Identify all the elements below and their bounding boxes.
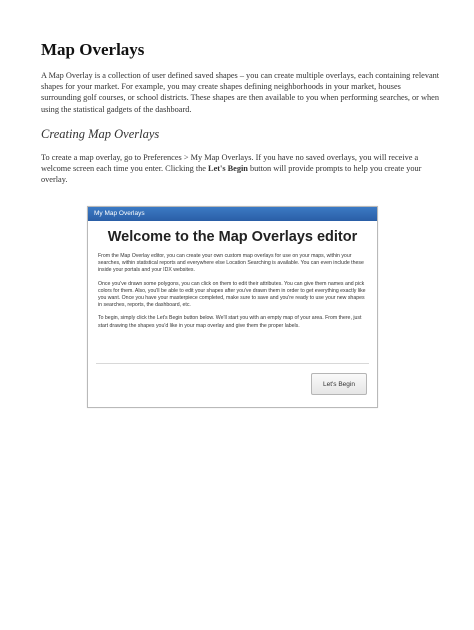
welcome-paragraph: To begin, simply click the Let's Begin button below. We'll start you with an empty map of your area. From there, just start drawing the shapes you'd like in your map overlay and give them the proper labels. — [98, 315, 362, 329]
editor-screenshot — [87, 206, 378, 408]
lets-begin-bold-text: Let's Begin — [208, 164, 248, 174]
section-heading: Creating Map Overlays — [41, 126, 160, 141]
welcome-paragraph: Once you've drawn some polygons, you can click on them to edit their attributes. You can give them names and pick colors for them. Also, you'll be able to edit your shapes after you've drawn them in order to get everything exactly like you want. Once you have your masterpiece completed, make sure to save and you're ready to use your new shapes in searches, reports, the dashboard, etc. — [98, 280, 366, 309]
intro-paragraph: A Map Overlay is a collection of user defined saved shapes – you can create multiple overlays, each containing relevant shapes for your market. For example, you may create shapes defining neighborhoods in your market, houses surrounding golf courses, or school districts. These shapes are then available to you when performing searches, or when using the statistical gadgets of the dashboard. — [41, 71, 440, 114]
lets-begin-button[interactable]: Let's Begin — [311, 373, 367, 395]
welcome-body — [88, 253, 377, 330]
welcome-title: Welcome to the Map Overlays editor — [107, 229, 358, 245]
welcome-paragraph: From the Map Overlay editor, you can create your own custom map overlays for use on your maps, within your searches, within statistical reports and everywhere else Location Searching is available. You can even include these inside your portals and your IDX websites. — [98, 253, 364, 274]
instructions-paragraph — [41, 152, 441, 186]
divider — [96, 363, 369, 364]
document-page — [41, 40, 441, 185]
instructions-text-after: button will provide prompts to help you create your overlay. — [41, 164, 422, 185]
instructions-text-before: To create a map overlay, go to Preferences > My Map Overlays. If you have no saved overlays, you will receive a welcome screen each time you enter. Clicking the — [41, 152, 419, 174]
page-title: Map Overlays — [41, 40, 145, 59]
panel-title-bar: My Map Overlays — [88, 207, 377, 221]
